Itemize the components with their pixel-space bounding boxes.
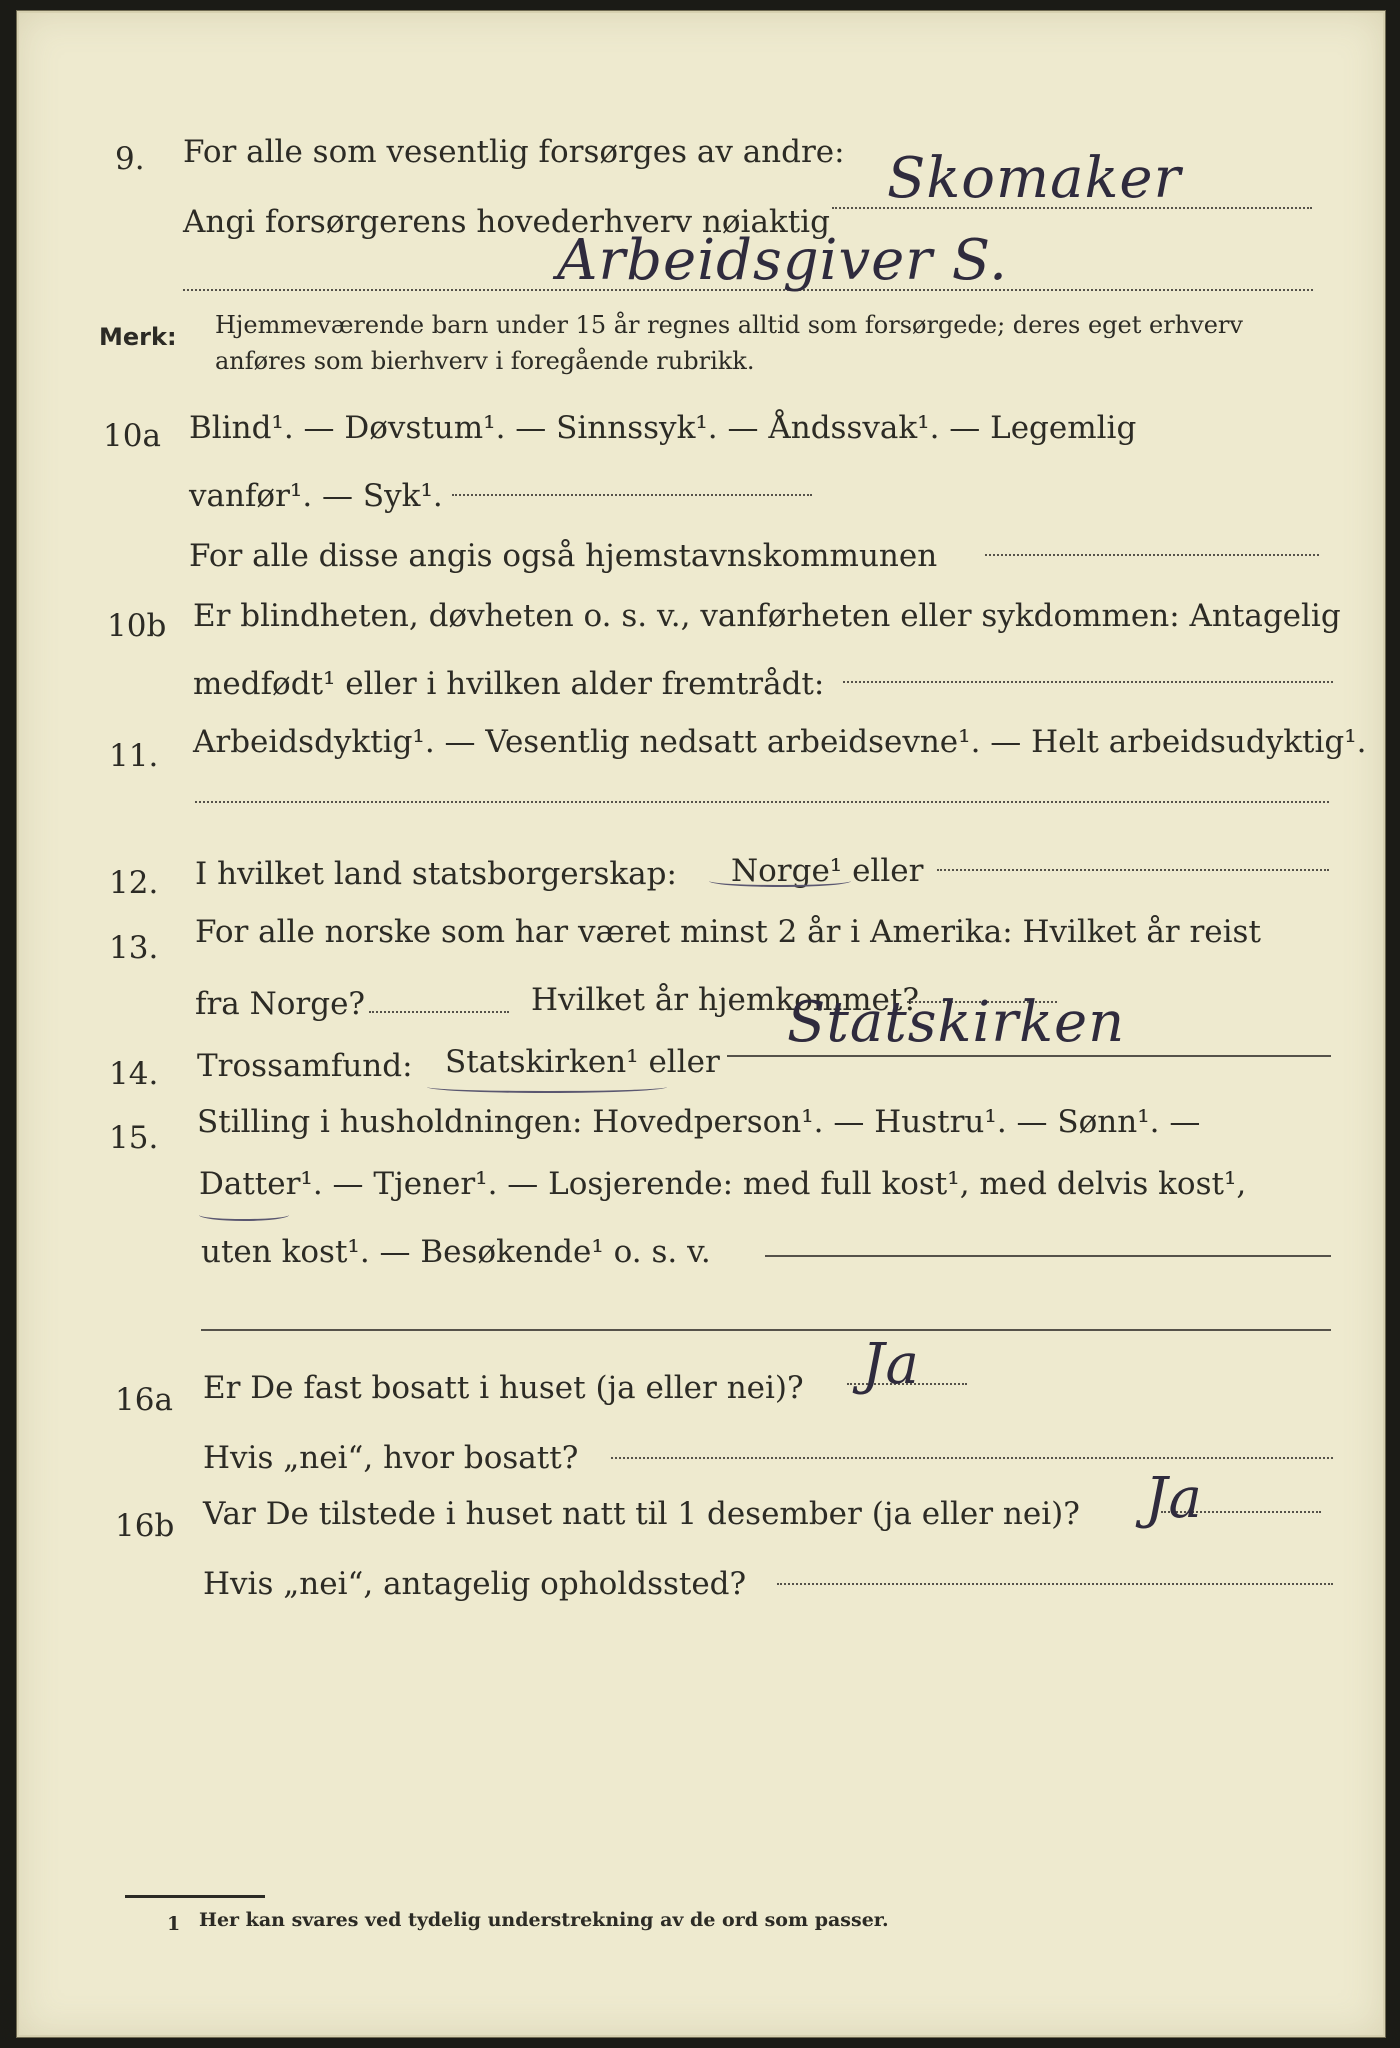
q15-answer-line1 [765, 1255, 1331, 1257]
footnote-mark: 1 [167, 1913, 181, 1935]
q16a-line1: Er De fast bosatt i huset (ja eller nei)? [203, 1370, 804, 1406]
q15-line3: uten kost¹. — Besøkende¹ o. s. v. [201, 1234, 711, 1270]
q13-line1: For alle norske som har været minst 2 år i Amerika: Hvilket år reist [195, 914, 1261, 950]
q15-answer-line2 [201, 1329, 1331, 1331]
q9-line2: Angi forsørgerens hovederhverv nøiaktig [183, 204, 830, 240]
q15-line2: Datter¹. — Tjener¹. — Losjerende: med full kost¹, med delvis kost¹, [199, 1166, 1247, 1202]
q10b-number: 10b [107, 608, 167, 644]
q11-line1: Arbeidsdyktig¹. — Vesentlig nedsatt arbeidsevne¹. — Helt arbeidsudyktig¹. [193, 724, 1367, 760]
q13-reist-line [369, 1011, 509, 1013]
q16a-bosatt-line [611, 1457, 1333, 1459]
q10b-answer-line [843, 681, 1333, 683]
q13-line2b: Hvilket år hjemkommet? [531, 982, 919, 1018]
q11-answer-line [195, 801, 1329, 803]
q10a-line2: vanfør¹. — Syk¹. [189, 478, 443, 514]
q9-number: 9. [115, 141, 145, 177]
q9-handwritten-answer2: Arbeidsgiver S. [557, 228, 1008, 293]
q13-line2a: fra Norge? [195, 986, 366, 1022]
q10a-line1: Blind¹. — Døvstum¹. — Sinnssyk¹. — Åndssvak¹. — Legemlig [189, 410, 1137, 446]
q16a-handwritten-answer: Ja [862, 1332, 920, 1397]
q12-norge-underline [709, 875, 851, 887]
q12-number: 12. [109, 865, 159, 901]
q16a-line2: Hvis „nei“, hvor bosatt? [203, 1440, 579, 1476]
q15-datter-underline [199, 1209, 289, 1221]
q15-line1: Stilling i husholdningen: Hovedperson¹. — Hustru¹. — Sønn¹. — [197, 1104, 1201, 1140]
q10a-hjemstavn-line [985, 554, 1319, 556]
q15-number: 15. [109, 1120, 159, 1156]
q12-line1a: I hvilket land statsborgerskap: [195, 856, 677, 892]
q14-handwritten-answer: Statskirken [787, 990, 1126, 1055]
q11-number: 11. [109, 738, 159, 774]
footnote-rule [125, 1895, 265, 1898]
q16b-number: 16b [115, 1508, 175, 1544]
q14-statskirken-underline [427, 1081, 667, 1093]
census-form-page [16, 10, 1386, 2038]
footnote-text: Her kan svares ved tydelig understrekning av de ord som passer. [199, 1909, 889, 1931]
q10b-line1: Er blindheten, døvheten o. s. v., vanførheten eller sykdommen: Antagelig [193, 598, 1341, 634]
q14-line1b: Statskirken¹ eller [445, 1044, 720, 1080]
q16a-number: 16a [115, 1382, 173, 1418]
merk-line1: Hjemmeværende barn under 15 år regnes alltid som forsørgede; deres eget erhverv [215, 311, 1243, 339]
q10a-syk-line [452, 494, 812, 496]
q10a-line3: For alle disse angis også hjemstavnskommunen [189, 538, 938, 574]
q16b-line1: Var De tilstede i huset natt til 1 desember (ja eller nei)? [203, 1496, 1080, 1532]
q14-answer-line [727, 1055, 1331, 1057]
q12-line1b: Norge¹ eller [731, 853, 924, 889]
q12-answer-line [937, 869, 1329, 871]
q16b-line2: Hvis „nei“, antagelig opholdssted? [203, 1566, 747, 1602]
q13-number: 13. [109, 930, 159, 966]
q16b-opholdssted-line [777, 1583, 1333, 1585]
q14-line1a: Trossamfund: [197, 1048, 413, 1084]
q9-line1: For alle som vesentlig forsørges av andre: [183, 134, 845, 170]
q9-handwritten-answer1: Skomaker [887, 146, 1182, 211]
merk-line2: anføres som bierhverv i foregående rubrikk. [215, 347, 755, 375]
q14-number: 14. [109, 1056, 159, 1092]
q10b-line2: medfødt¹ eller i hvilken alder fremtrådt: [193, 666, 825, 702]
q16b-handwritten-answer: Ja [1145, 1466, 1203, 1531]
merk-label: Merk: [99, 323, 177, 351]
q10a-number: 10a [103, 418, 161, 454]
